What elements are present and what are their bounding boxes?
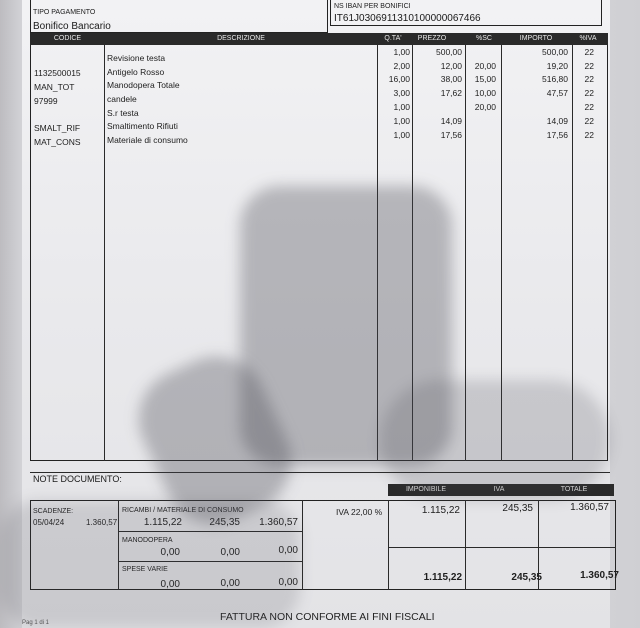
line-iva: 245,35 xyxy=(502,503,533,514)
col-descrizione: DESCRIZIONE xyxy=(217,35,265,42)
scadenza-date: 05/04/24 xyxy=(33,518,65,527)
row-iva: 22 xyxy=(584,74,594,84)
row-qta: 1,00 xyxy=(393,116,410,126)
row-qta: 3,00 xyxy=(393,88,410,98)
scadenza-amount: 1.360,57 xyxy=(86,518,118,527)
payment-label: TIPO PAGAMENTO xyxy=(33,9,96,16)
row-descrizione: Smaltimento Rifiuti xyxy=(107,121,178,131)
row-descrizione: candele xyxy=(107,94,137,104)
manodopera-label: MANODOPERA xyxy=(122,537,173,544)
row-codice: MAT_CONS xyxy=(34,137,81,147)
row-qta: 1,00 xyxy=(393,102,410,112)
row-iva: 22 xyxy=(584,130,594,140)
summary-row-divider xyxy=(118,561,302,562)
row-codice: MAN_TOT xyxy=(34,82,75,92)
summary-divider xyxy=(118,500,119,590)
row-descrizione: Antigelo Rosso xyxy=(107,67,165,77)
row-descrizione: Revisione testa xyxy=(107,53,166,63)
iva-header: IVA xyxy=(493,486,505,493)
row-sc: 20,00 xyxy=(474,102,496,112)
iban-label: NS IBAN PER BONIFICI xyxy=(334,3,411,10)
summary-header xyxy=(388,484,614,496)
row-prezzo: 17,56 xyxy=(440,130,462,140)
totale-header: TOTALE xyxy=(560,486,588,493)
row-sc: 15,00 xyxy=(474,74,496,84)
row-sc: 10,00 xyxy=(474,88,496,98)
ricambi-iva: 245,35 xyxy=(209,517,240,528)
row-importo: 17,56 xyxy=(546,130,568,140)
col-iva: %IVA xyxy=(579,35,597,42)
iva-rate: IVA 22,00 % xyxy=(336,507,383,517)
payment-value: Bonifico Bancario xyxy=(33,21,111,32)
total-iva: 245,35 xyxy=(511,572,542,583)
row-iva: 22 xyxy=(584,102,594,112)
col-divider xyxy=(465,45,466,461)
row-iva: 22 xyxy=(584,88,594,98)
row-iva: 22 xyxy=(584,116,594,126)
imponibile-header: IMPONIBILE xyxy=(405,486,447,493)
footer-title: FATTURA NON CONFORME AI FINI FISCALI xyxy=(220,611,435,623)
col-divider xyxy=(501,45,502,461)
col-importo: IMPORTO xyxy=(519,35,553,42)
row-prezzo: 17,62 xyxy=(440,88,462,98)
summary-divider xyxy=(465,500,466,590)
manodopera-iva: 0,00 xyxy=(220,547,240,558)
ricambi-imponibile: 1.115,22 xyxy=(143,517,182,528)
ricambi-label: RICAMBI / MATERIALE DI CONSUMO xyxy=(122,507,244,514)
iban-value: IT61J0306911310100000067466 xyxy=(334,13,481,24)
row-prezzo: 500,00 xyxy=(436,47,462,57)
page-number: Pag 1 di 1 xyxy=(22,620,50,626)
total-totale: 1.360,57 xyxy=(580,570,619,581)
col-divider xyxy=(104,45,105,461)
row-iva: 22 xyxy=(584,47,594,57)
row-codice: 1132500015 xyxy=(34,68,81,78)
scadenze-label: SCADENZE: xyxy=(33,508,74,515)
spese-totale: 0,00 xyxy=(278,577,298,588)
spese-iva: 0,00 xyxy=(220,578,240,589)
row-prezzo: 12,00 xyxy=(440,61,462,71)
summary-divider xyxy=(388,500,389,590)
row-codice: SMALT_RIF xyxy=(34,123,81,133)
line-totale: 1.360,57 xyxy=(570,502,609,513)
col-divider xyxy=(377,45,378,461)
row-codice: 97999 xyxy=(34,96,58,106)
row-sc: 20,00 xyxy=(474,61,496,71)
col-divider xyxy=(572,45,573,461)
row-importo: 14,09 xyxy=(546,116,568,126)
col-sc: %SC xyxy=(476,35,492,42)
col-codice: CODICE xyxy=(53,35,82,42)
row-prezzo: 38,00 xyxy=(440,74,462,84)
row-importo: 516,80 xyxy=(542,74,568,84)
col-prezzo: PREZZO xyxy=(417,35,447,42)
row-descrizione: S.r testa xyxy=(107,108,139,118)
line-imponibile: 1.115,22 xyxy=(421,505,460,516)
row-iva: 22 xyxy=(584,61,594,71)
row-descrizione: Materiale di consumo xyxy=(107,135,188,145)
manodopera-totale: 0,00 xyxy=(278,545,298,556)
spese-label: SPESE VARIE xyxy=(122,566,168,573)
items-table-header xyxy=(30,33,608,45)
notes-label: NOTE DOCUMENTO: xyxy=(33,474,122,484)
row-qta: 2,00 xyxy=(393,61,410,71)
spese-imponibile: 0,00 xyxy=(160,579,180,590)
row-importo: 500,00 xyxy=(542,47,568,57)
manodopera-imponibile: 0,00 xyxy=(160,547,180,558)
ricambi-totale: 1.360,57 xyxy=(259,517,298,528)
row-importo: 47,57 xyxy=(546,88,568,98)
notes-divider xyxy=(30,472,610,473)
total-imponibile: 1.115,22 xyxy=(423,572,462,583)
row-qta: 1,00 xyxy=(393,130,410,140)
row-prezzo: 14,09 xyxy=(440,116,462,126)
summary-row-divider xyxy=(118,531,302,532)
row-qta: 16,00 xyxy=(388,74,410,84)
row-descrizione: Manodopera Totale xyxy=(107,80,180,90)
summary-row-divider xyxy=(388,547,616,548)
row-importo: 19,20 xyxy=(546,61,568,71)
col-qta: Q.TA' xyxy=(384,35,402,42)
col-divider xyxy=(412,45,413,461)
row-qta: 1,00 xyxy=(393,47,410,57)
summary-divider xyxy=(302,500,303,590)
